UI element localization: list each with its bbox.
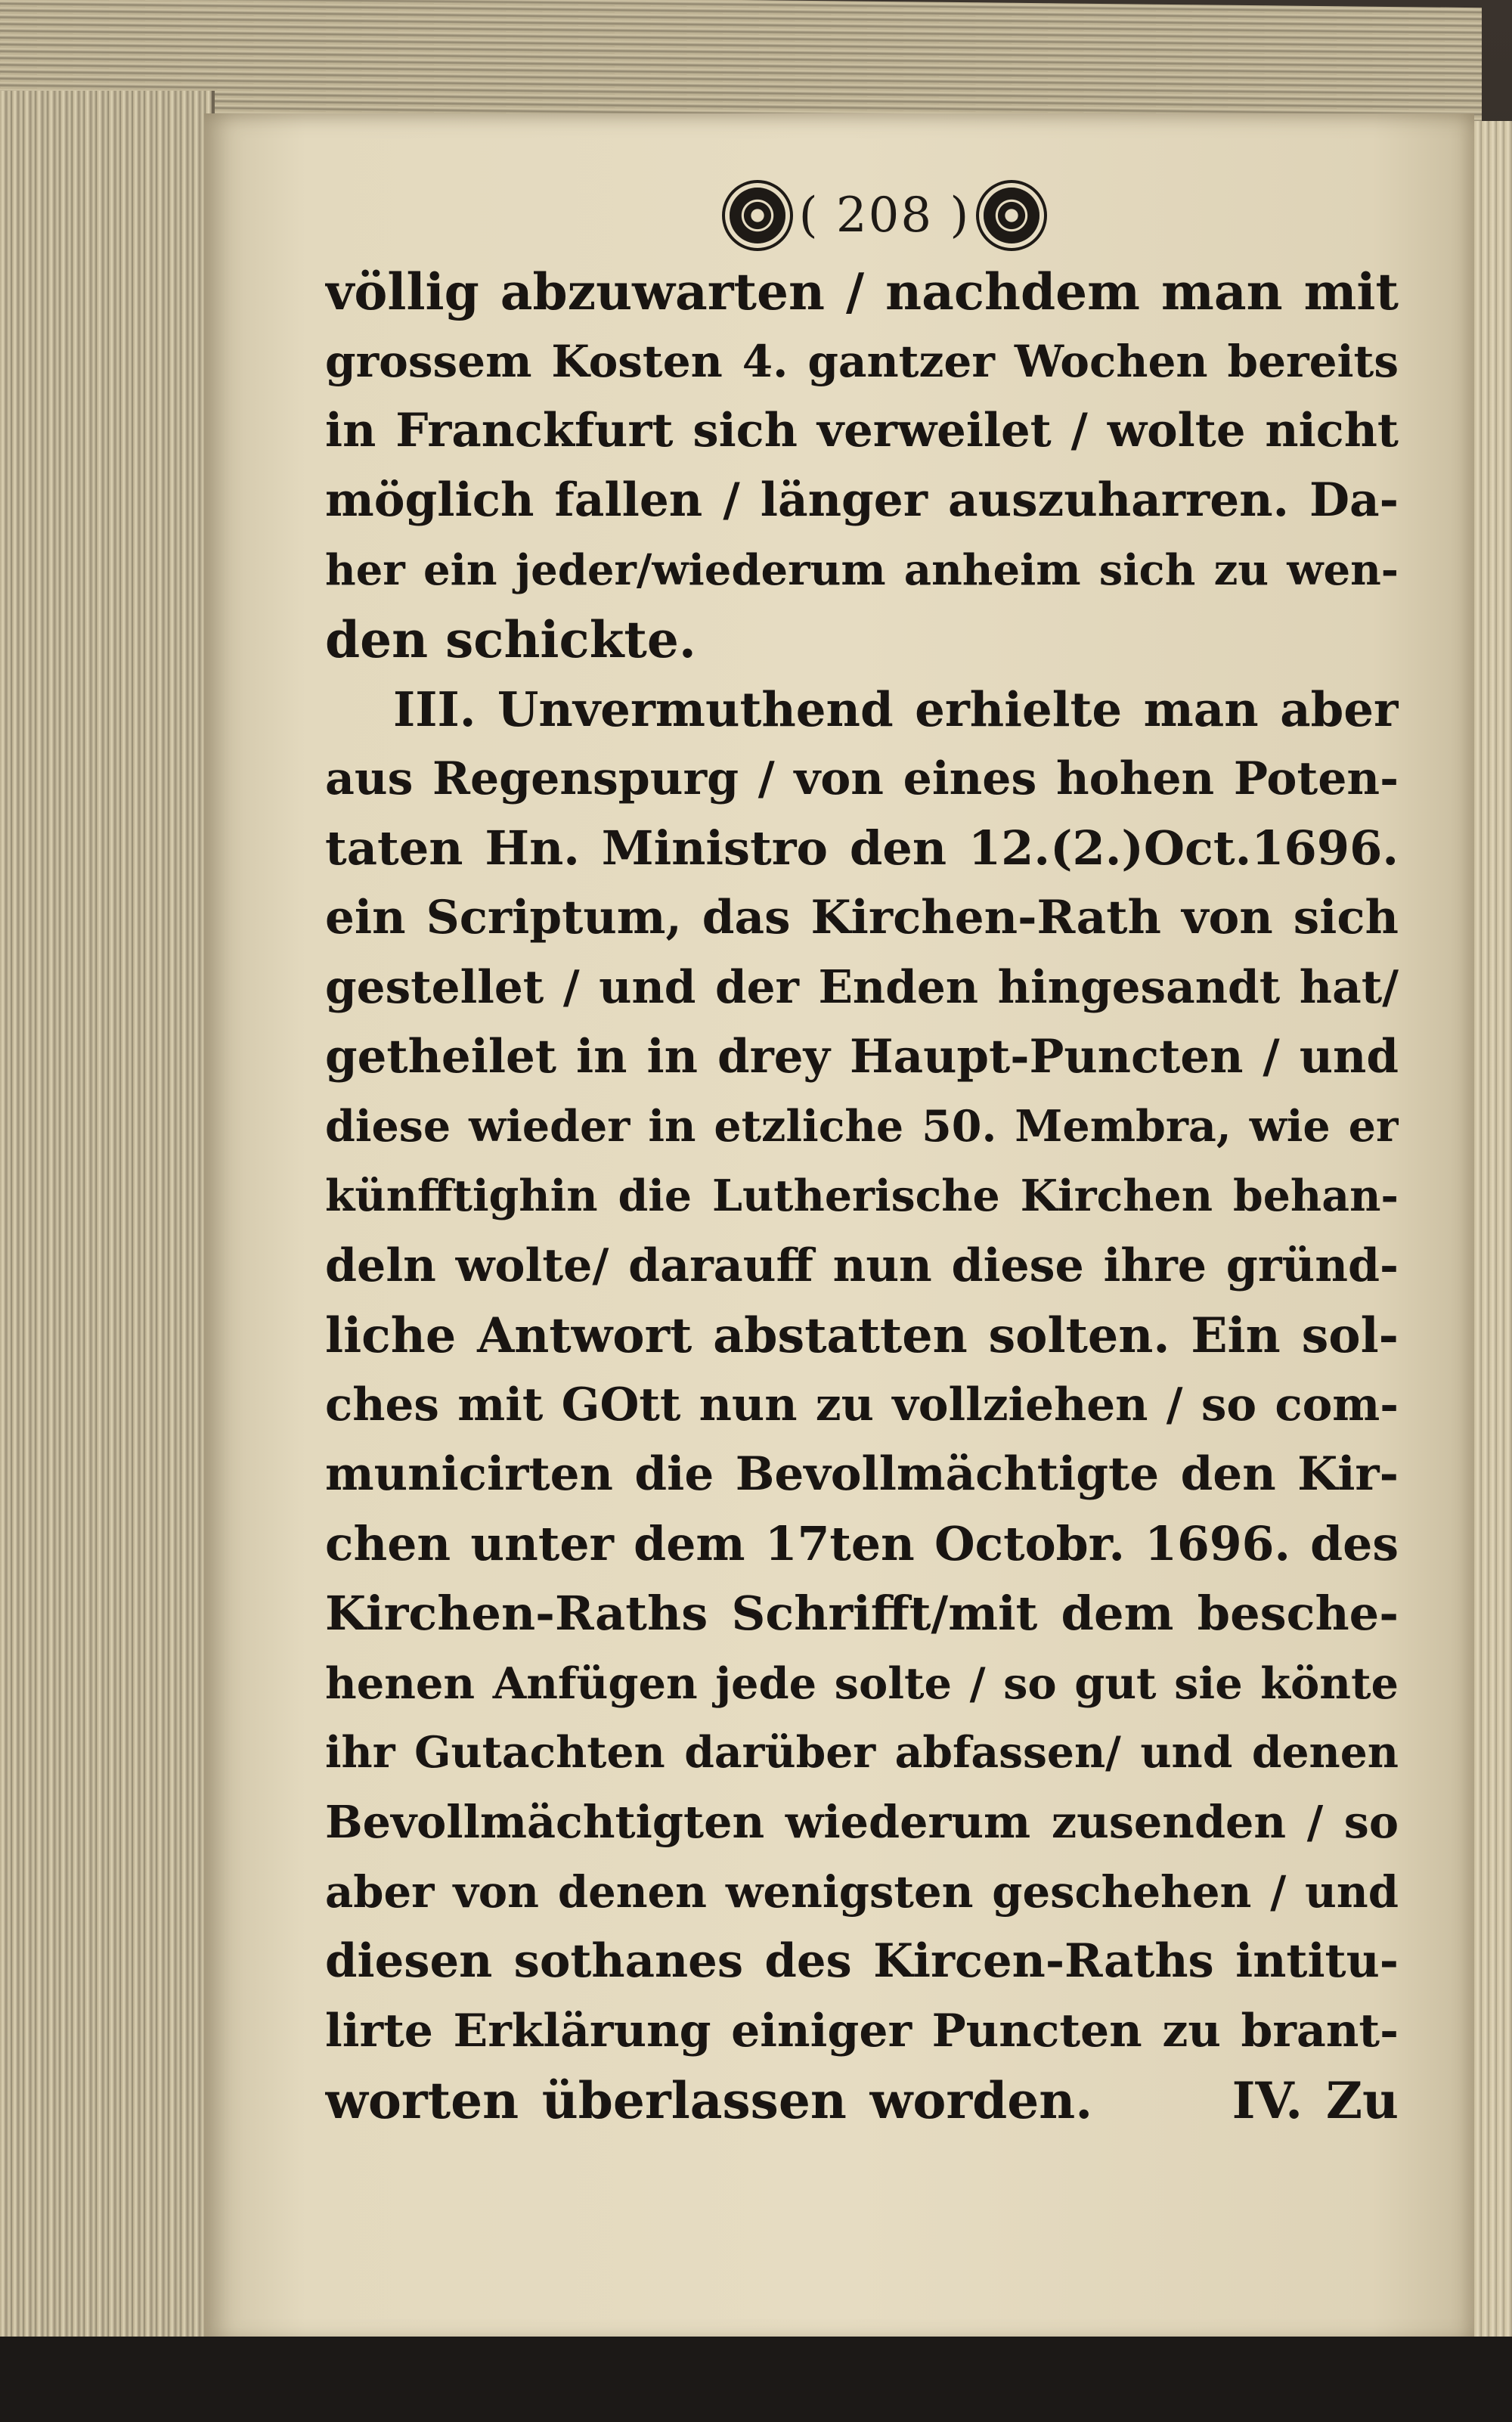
flower-ornament-icon xyxy=(984,188,1040,243)
page-stack-left xyxy=(0,91,215,2352)
text-line: diese wieder in etzliche 50. Membra, wie er xyxy=(325,1101,1399,1152)
page-number: ( 208 ) xyxy=(798,188,971,243)
text-line: Kirchen-Raths Schrifft/mit dem besche- xyxy=(325,1586,1399,1641)
text-line: getheilet in in drey Haupt-Puncten / und xyxy=(325,1030,1399,1084)
text-line: henen Anfügen jede solte / so gut sie könte xyxy=(325,1658,1399,1709)
text-line: möglich fallen / länger auszuharren. Da- xyxy=(325,473,1399,527)
text-line: den schickte. xyxy=(325,610,696,669)
text-line: ches mit GOtt nun zu vollziehen / so com- xyxy=(325,1378,1399,1431)
text-line: völlig abzuwarten / nachdem man mit xyxy=(325,262,1399,321)
body-text xyxy=(325,257,1399,2193)
flower-ornament-icon xyxy=(730,188,785,243)
text-line: Bevollmächtigten wiederum zusenden / so xyxy=(325,1796,1399,1848)
page-header xyxy=(703,181,1066,250)
text-line: deln wolte/ darauff nun diese ihre gründ- xyxy=(325,1239,1399,1292)
text-line: künfftighin die Lutherische Kirchen behan- xyxy=(325,1171,1399,1221)
text-line: chen unter dem 17ten Octobr. 1696. des xyxy=(325,1516,1399,1571)
text-line: worten überlassen worden. IV. Zu xyxy=(325,2071,1399,2130)
text-line: aus Regenspurg / von eines hohen Poten- xyxy=(325,752,1399,805)
text-line: gestellet / und der Enden hingesandt hat/ xyxy=(325,961,1399,1014)
text-line: aber von denen wenigsten geschehen / und xyxy=(325,1866,1399,1918)
text-line: in Franckfurt sich verweilet / wolte nicht xyxy=(325,404,1399,457)
text-line: grossem Kosten 4. gantzer Wochen bereits xyxy=(325,336,1399,387)
text-line: taten Hn. Ministro den 12.(2.)Oct.1696. xyxy=(325,820,1399,876)
text-line: ein Scriptum, das Kirchen-Rath von sich xyxy=(325,891,1399,944)
text-line: ihr Gutachten darüber abfassen/ und denen xyxy=(325,1728,1399,1778)
text-line: lirte Erklärung einiger Puncten zu brant- xyxy=(325,2005,1399,2058)
text-line: municirten die Bevollmächtigte den Kir- xyxy=(325,1447,1399,1501)
text-line: diesen sothanes des Kircen-Raths intitu- xyxy=(325,1934,1399,1988)
text-line: III. Unvermuthend erhielte man aber xyxy=(393,681,1399,737)
table-surface xyxy=(0,2337,1512,2422)
text-line: liche Antwort abstatten solten. Ein sol- xyxy=(325,1307,1399,1363)
text-line: her ein jeder/wiederum anheim sich zu wen- xyxy=(325,545,1399,595)
